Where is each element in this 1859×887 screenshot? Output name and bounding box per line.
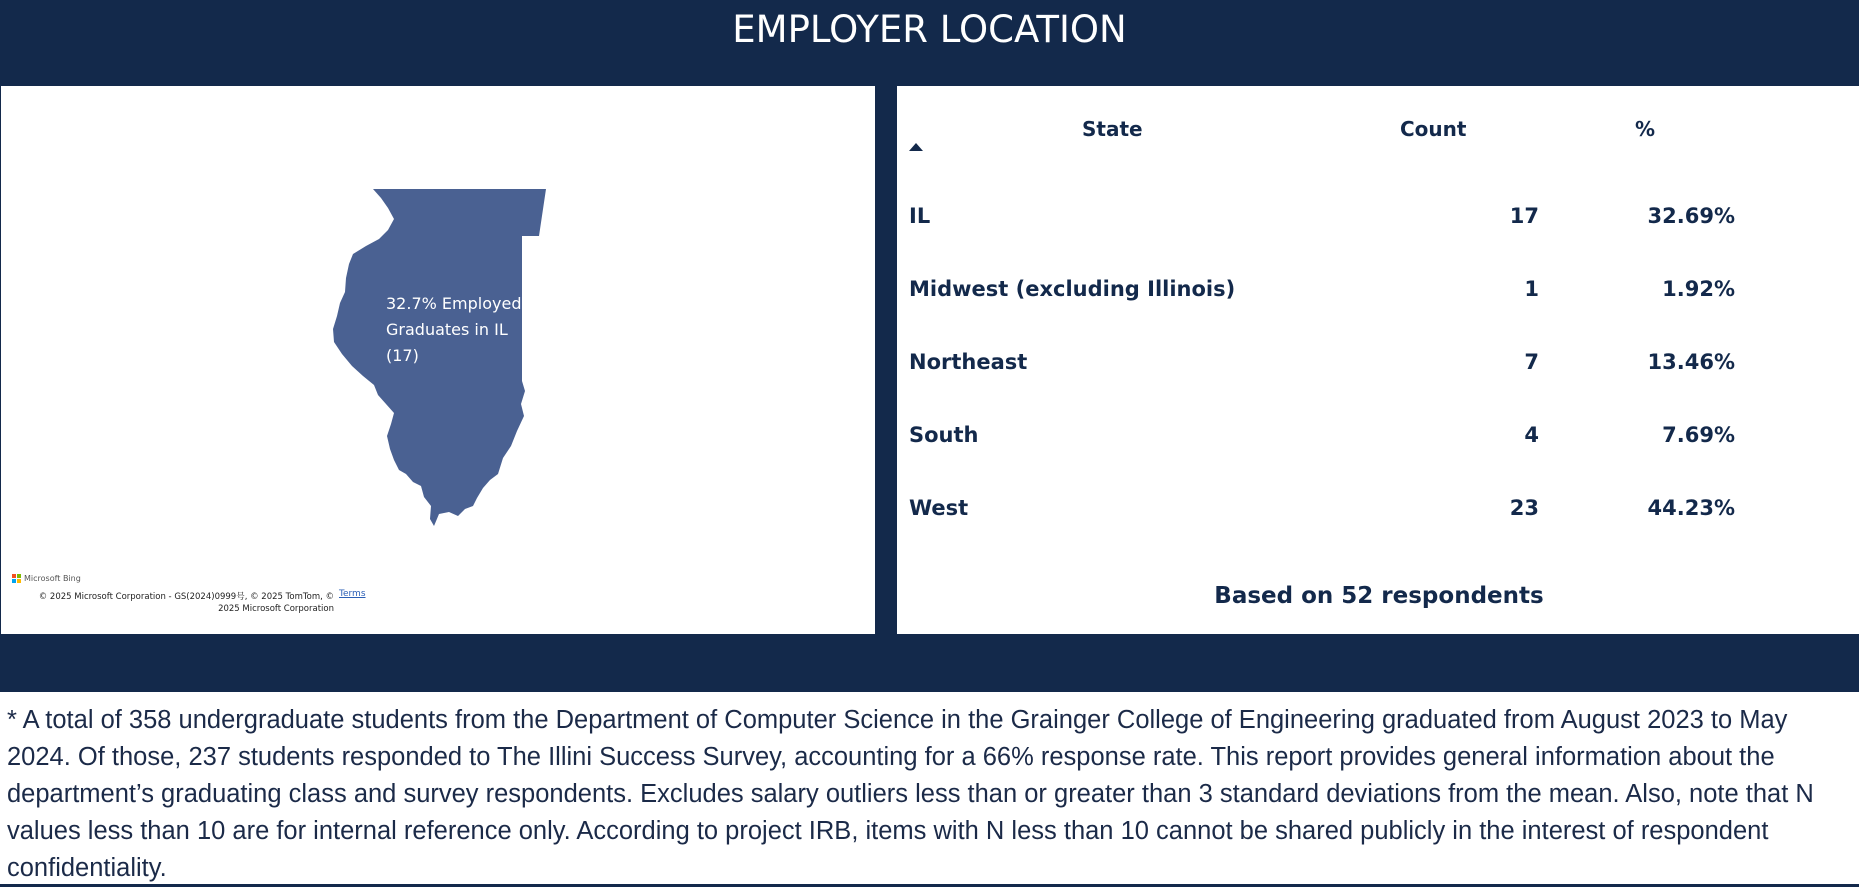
cell-percent: 13.46% bbox=[1647, 350, 1735, 374]
cell-count: 1 bbox=[1524, 277, 1539, 301]
column-header-percent[interactable]: % bbox=[1635, 117, 1656, 141]
cell-state: Midwest (excluding Illinois) bbox=[909, 277, 1236, 301]
cell-percent: 1.92% bbox=[1662, 277, 1735, 301]
sort-ascending-icon[interactable] bbox=[909, 143, 923, 151]
map-visual[interactable] bbox=[1, 86, 875, 634]
footnote-text: * A total of 358 undergraduate students from the Department of Computer Science in the Grainger College of Engineering graduated from August 2023 to May 2024. Of those, 237 students responded to The Illini Success Survey, accounting for a 66% response rate. This report provides general information about the department’s graduating class and survey respondents. Excludes salary outliers less than or greater than 3 standard deviations from the mean. Also, note that N values less than 10 are for internal reference only. According to project IRB, items with N less than 10 cannot be shared publicly in the interest of respondent confidentiality. bbox=[7, 706, 1814, 882]
footnote-panel bbox=[0, 692, 1859, 884]
page-title: EMPLOYER LOCATION bbox=[732, 8, 1127, 51]
table-row[interactable] bbox=[897, 415, 1859, 455]
table-row[interactable] bbox=[897, 342, 1859, 382]
column-header-state[interactable]: State bbox=[1082, 117, 1143, 141]
cell-state: Northeast bbox=[909, 350, 1028, 374]
column-header-count[interactable]: Count bbox=[1400, 117, 1467, 141]
cell-state: West bbox=[909, 496, 969, 520]
bing-logo-text: Microsoft Bing bbox=[24, 574, 81, 583]
table-row[interactable] bbox=[897, 196, 1859, 236]
cell-percent: 32.69% bbox=[1647, 204, 1735, 228]
table-row[interactable] bbox=[897, 488, 1859, 528]
cell-count: 7 bbox=[1524, 350, 1539, 374]
cell-count: 23 bbox=[1509, 496, 1539, 520]
microsoft-logo-icon bbox=[12, 574, 21, 583]
cell-count: 17 bbox=[1509, 204, 1539, 228]
cell-state: South bbox=[909, 423, 979, 447]
cell-count: 4 bbox=[1524, 423, 1539, 447]
map-copyright: © 2025 Microsoft Corporation - GS(2024)0999号, © 2025 TomTom, © 2025 Microsoft Corporation bbox=[38, 592, 334, 614]
cell-state: IL bbox=[909, 204, 931, 228]
cell-percent: 7.69% bbox=[1662, 423, 1735, 447]
map-data-label: 32.7% Employed Graduates in IL (17) bbox=[386, 294, 522, 365]
location-table bbox=[897, 86, 1859, 634]
table-row[interactable] bbox=[897, 269, 1859, 309]
cell-percent: 44.23% bbox=[1647, 496, 1735, 520]
bing-logo bbox=[12, 574, 81, 583]
terms-link[interactable]: Terms bbox=[339, 589, 366, 599]
respondents-summary: Based on 52 respondents bbox=[1214, 583, 1544, 609]
